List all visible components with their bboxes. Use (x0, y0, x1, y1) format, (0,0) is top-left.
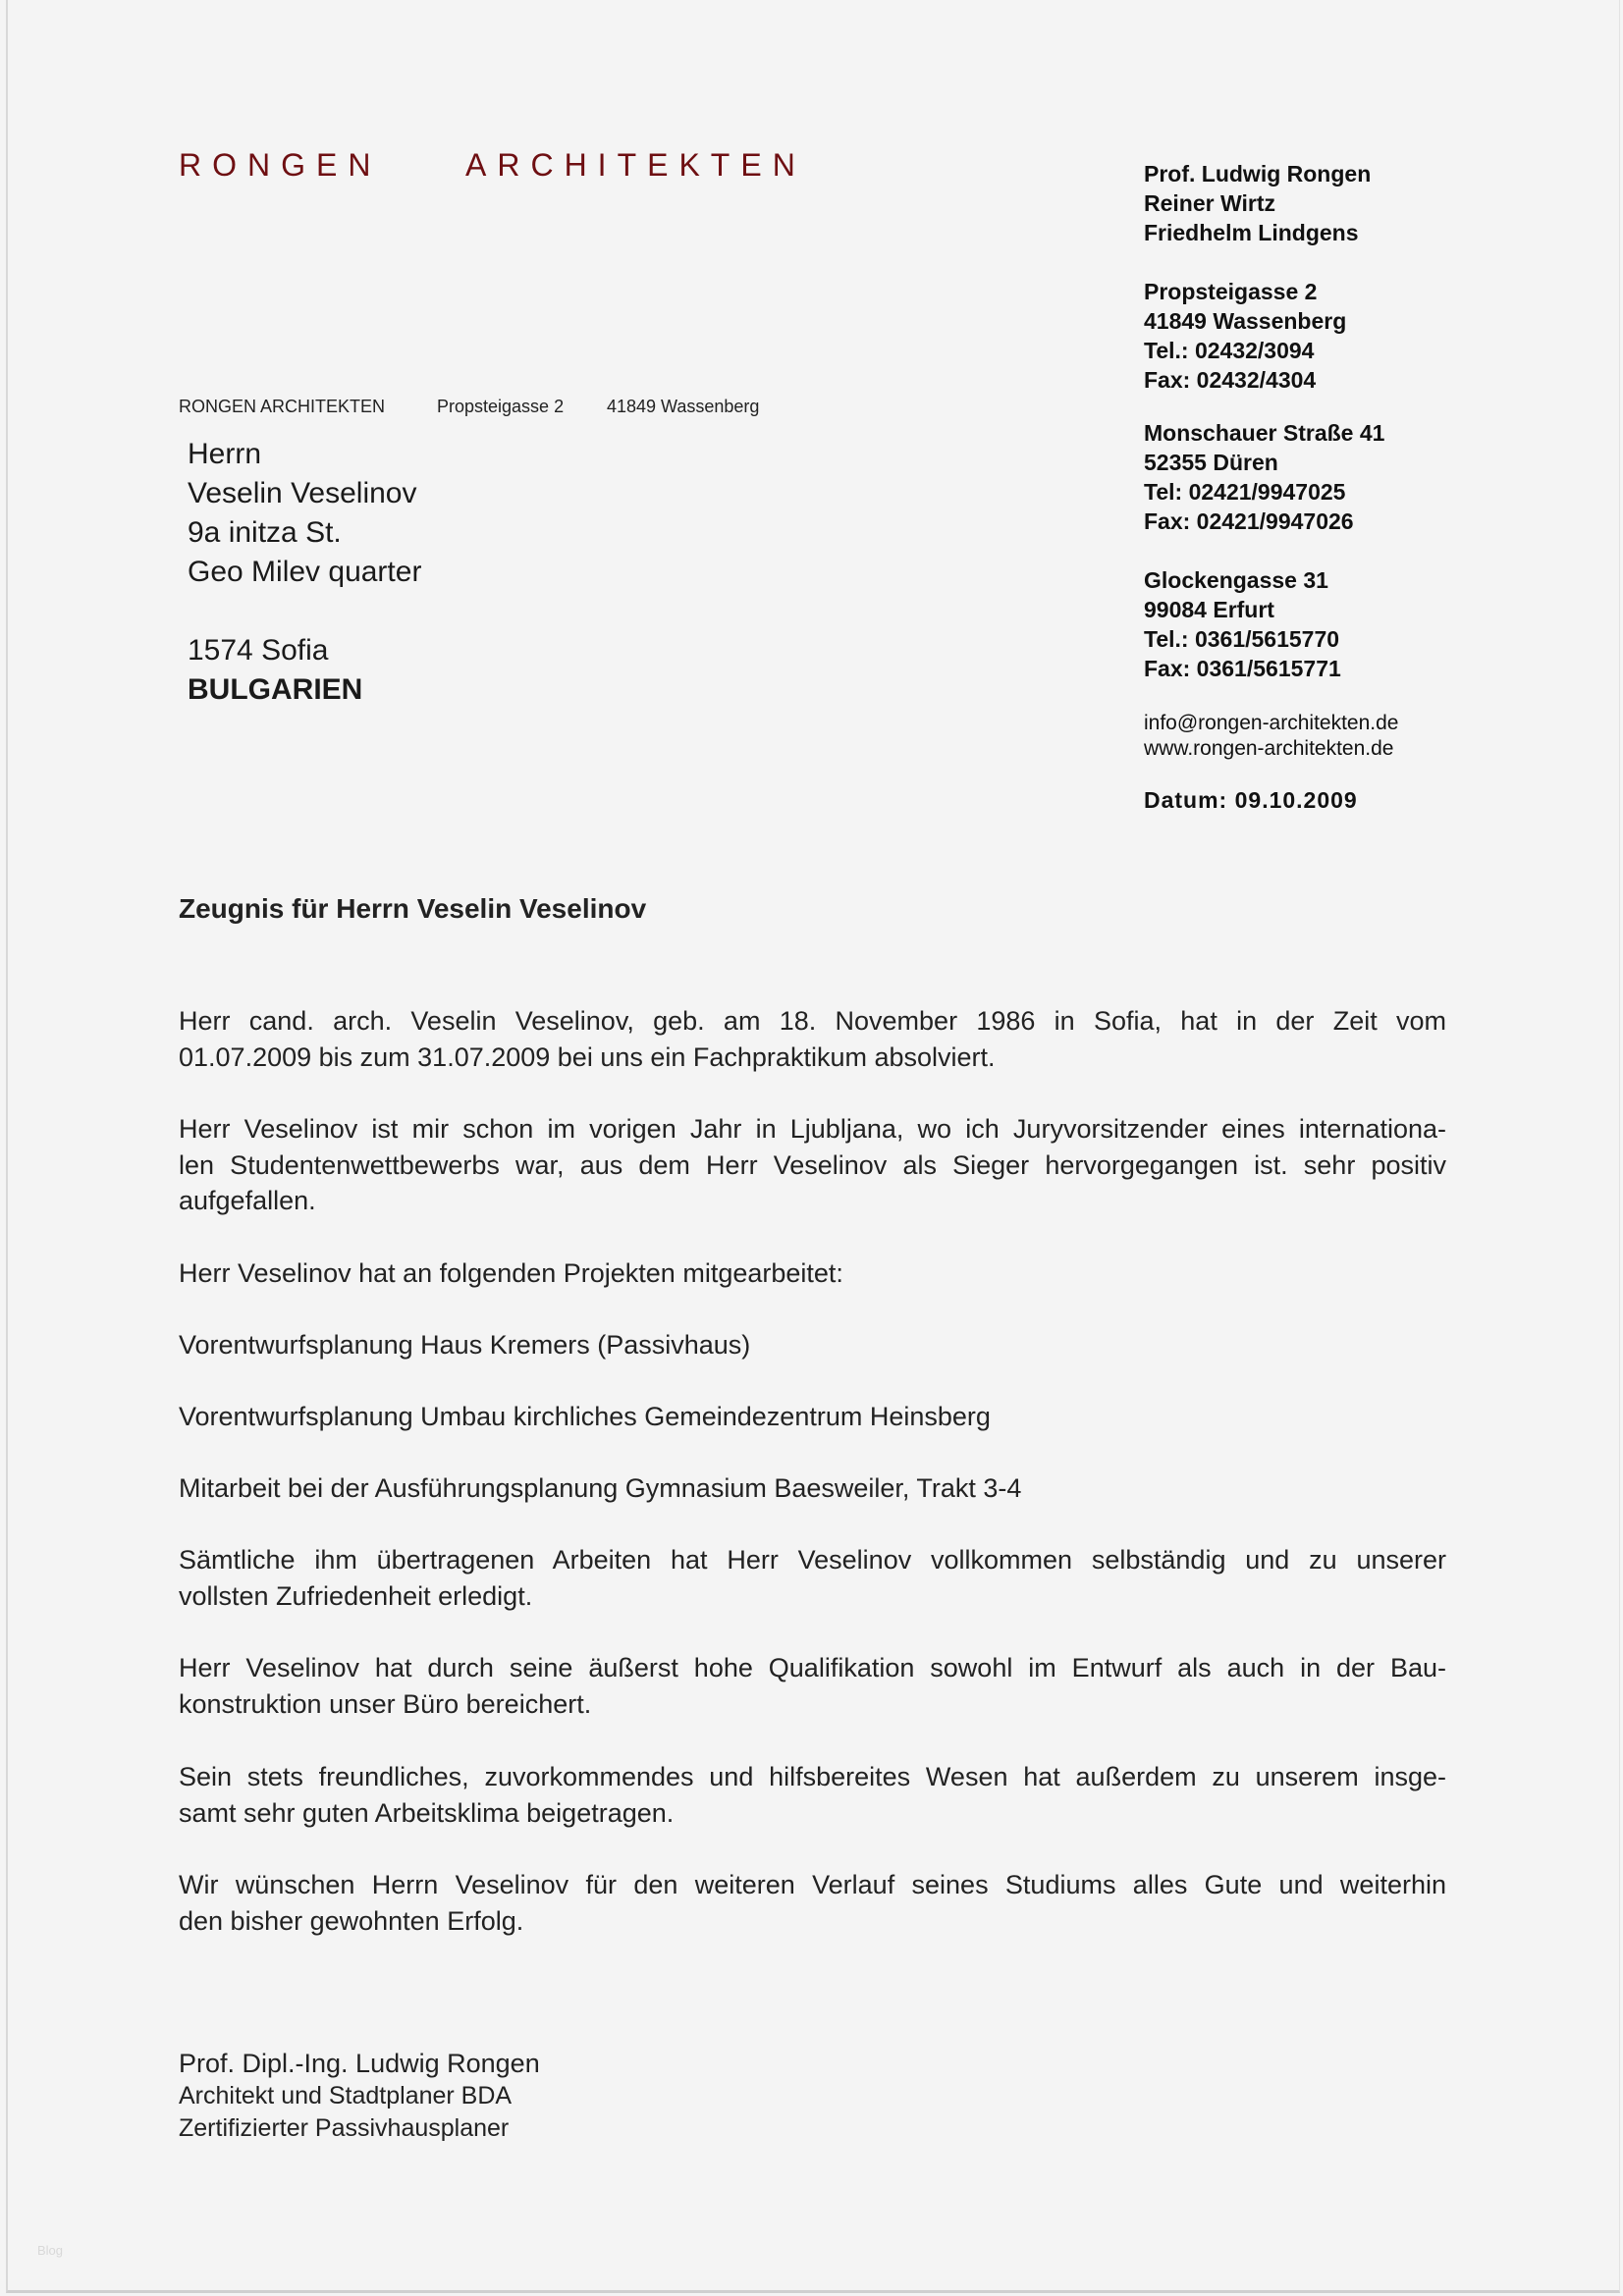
office-phone: Tel.: 0361/5615770 (1144, 626, 1340, 652)
text-line: Sämtliche ihm übertragenen Arbeiten hat Herr Veselinov vollkommen selbständig und zu unserer (179, 1545, 1446, 1575)
text-line: samt sehr guten Arbeitsklima beigetragen. (179, 1797, 675, 1828)
office-city: 41849 Wassenberg (1144, 308, 1347, 334)
office-fax: Fax: 02432/4304 (1144, 367, 1317, 393)
signatory-certification: Zertifizierter Passivhausplaner (179, 2114, 510, 2142)
text-line: 01.07.2009 bis zum 31.07.2009 bei uns ein Fachpraktikum absolviert. (179, 1041, 996, 1072)
watermark: Blog (37, 2243, 64, 2258)
recipient-city: 1574 Sofia (188, 634, 329, 667)
letter-subject: Zeugnis für Herrn Veselin Veselinov (179, 893, 647, 924)
recipient-address (188, 435, 421, 592)
contact-block (1144, 711, 1398, 762)
office-street: Propsteigasse 2 (1144, 279, 1318, 304)
paragraph-2 (179, 1111, 1446, 1219)
text-line: Mitarbeit bei der Ausführungsplanung Gymnasium Baesweiler, Trakt 3-4 (179, 1473, 1022, 1503)
letter-date: Datum: 09.10.2009 (1144, 787, 1358, 813)
project-3 (179, 1470, 1446, 1507)
signature-block (179, 2048, 540, 2145)
partner: Prof. Ludwig Rongen (1144, 161, 1372, 187)
sender-firm: RONGEN ARCHITEKTEN (179, 397, 386, 416)
paragraph-4 (179, 1542, 1446, 1614)
recipient-name: Veselin Veselinov (188, 477, 417, 509)
project-1 (179, 1327, 1446, 1363)
recipient-city-block (188, 631, 362, 710)
logo-word-rongen: RONGEN (179, 147, 382, 183)
recipient-salutation: Herrn (188, 438, 262, 470)
text-line: vollsten Zufriedenheit erledigt. (179, 1580, 533, 1611)
text-line: Sein stets freundliches, zuvorkommendes und hilfsbereites Wesen hat außerdem zu unserem insge- (179, 1762, 1446, 1791)
text-line: den bisher gewohnten Erfolg. (179, 1905, 524, 1936)
recipient-quarter: Geo Milev quarter (188, 556, 422, 588)
firm-info-column (1144, 159, 1398, 815)
text-line: Herr Veselinov ist mir schon im vorigen Jahr in Ljubljana, wo ich Juryvorsitzender eines internationa- (179, 1114, 1446, 1144)
office-city: 99084 Erfurt (1144, 597, 1274, 622)
contact-email[interactable]: info@rongen-architekten.de (1144, 712, 1399, 734)
text-line: konstruktion unser Büro bereichert. (179, 1688, 592, 1719)
text-line: Vorentwurfsplanung Umbau kirchliches Gemeindezentrum Heinsberg (179, 1402, 991, 1431)
paragraph-5 (179, 1650, 1446, 1722)
text-line: aufgefallen. (179, 1186, 316, 1215)
sender-street: Propsteigasse 2 (437, 397, 565, 416)
project-2 (179, 1399, 1446, 1435)
signatory-title: Architekt und Stadtplaner BDA (179, 2082, 513, 2109)
paragraph-6 (179, 1759, 1446, 1831)
text-line: len Studentenwettbewerbs war, aus dem Herr Veselinov als Sieger hervorgegangen ist. sehr positiv (179, 1149, 1446, 1180)
signatory-name: Prof. Dipl.-Ing. Ludwig Rongen (179, 2049, 540, 2078)
office-fax: Fax: 02421/9947026 (1144, 508, 1354, 534)
office-erfurt (1144, 565, 1398, 683)
office-phone: Tel.: 02432/3094 (1144, 338, 1315, 363)
office-phone: Tel: 02421/9947025 (1144, 479, 1346, 505)
logo-word-architekten: ARCHITEKTEN (465, 147, 806, 183)
text-line: Herr Veselinov hat an folgenden Projekten mitgearbeitet: (179, 1258, 843, 1288)
text-line: Vorentwurfsplanung Haus Kremers (Passivhaus) (179, 1330, 751, 1360)
office-street: Monschauer Straße 41 (1144, 420, 1385, 446)
office-city: 52355 Düren (1144, 450, 1278, 475)
partner: Friedhelm Lindgens (1144, 220, 1359, 245)
office-wassenberg (1144, 277, 1398, 395)
contact-website[interactable]: www.rongen-architekten.de (1144, 737, 1394, 760)
office-dueren (1144, 418, 1398, 536)
partner: Reiner Wirtz (1144, 190, 1275, 216)
text-line: Herr Veselinov hat durch seine äußerst hohe Qualifikation sowohl im Entwurf als auch in der Bau- (179, 1653, 1446, 1682)
text-line: Wir wünschen Herrn Veselinov für den weiteren Verlauf seines Studiums alles Gute und weiterhin (179, 1870, 1446, 1899)
office-fax: Fax: 0361/5615771 (1144, 656, 1341, 681)
recipient-country: BULGARIEN (188, 673, 363, 706)
recipient-street: 9a initza St. (188, 516, 342, 549)
partners-block (1144, 159, 1398, 247)
paragraph-3 (179, 1255, 1446, 1292)
office-street: Glockengasse 31 (1144, 567, 1328, 593)
sender-city: 41849 Wassenberg (607, 397, 760, 416)
text-line: Herr cand. arch. Veselin Veselinov, geb. am 18. November 1986 in Sofia, hat in der Zeit vom (179, 1006, 1446, 1036)
paragraph-1 (179, 1003, 1446, 1075)
paragraph-7 (179, 1867, 1446, 1939)
